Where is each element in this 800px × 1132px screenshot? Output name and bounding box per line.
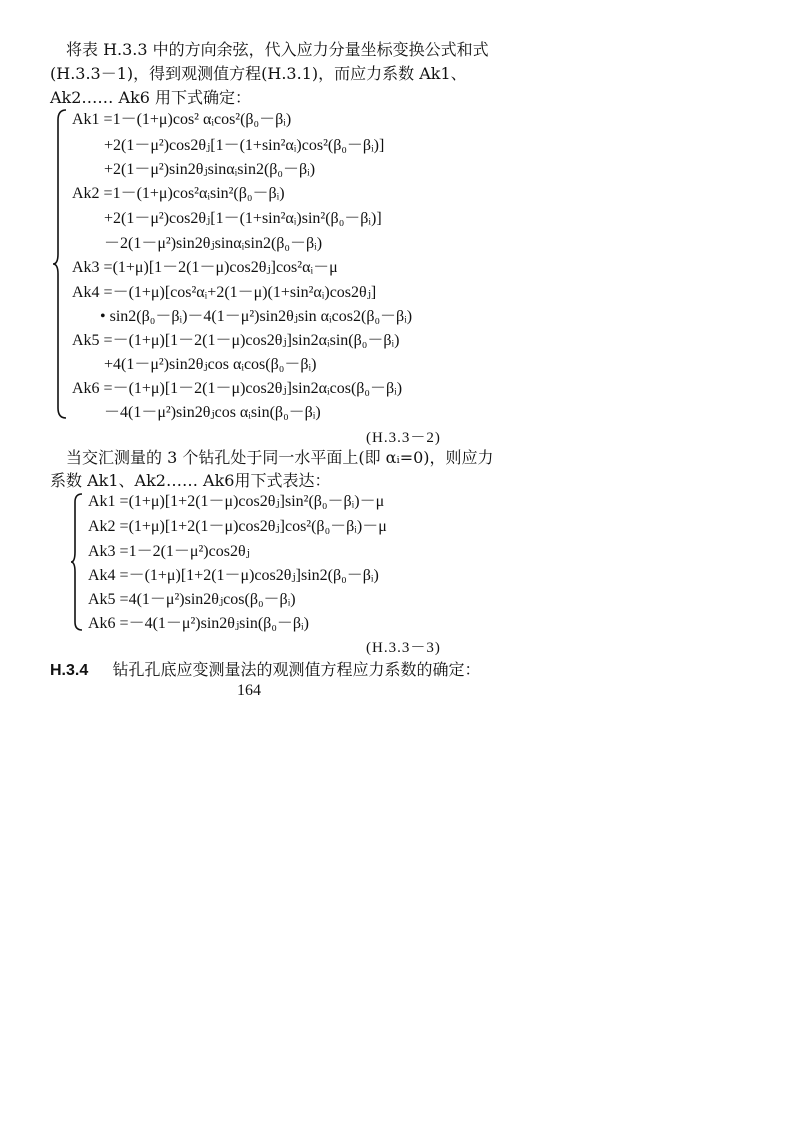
eq1-line-5: +2(1－μ²)cos2θⱼ[1－(1+sin²αᵢ)sin²(β₀－βᵢ)] xyxy=(104,210,382,227)
eq2-line-6: Ak6 =－4(1－μ²)sin2θⱼsin(β₀－βᵢ) xyxy=(88,615,309,632)
equation-label-2: (H.3.3－3) xyxy=(366,640,441,656)
eq2-line-5: Ak5 =4(1－μ²)sin2θⱼcos(β₀－βᵢ) xyxy=(88,591,296,608)
intro-line-2: (H.3.3－1)，得到观测值方程(H.3.1)，而应力系数 Ak1、 xyxy=(50,64,467,83)
mid-line-2: 系数 Ak1、Ak2…… Ak6用下式表达： xyxy=(50,471,331,490)
eq1-line-13: －4(1－μ²)sin2θⱼcos αᵢsin(β₀－βᵢ) xyxy=(104,404,321,421)
mid-line-1: 当交汇测量的 3 个钻孔处于同一水平面上(即 αᵢ=0)，则应力 xyxy=(66,448,494,467)
left-brace-1 xyxy=(52,108,68,420)
page-number: 164 xyxy=(237,682,261,699)
eq1-line-1: Ak1 =1－(1+μ)cos² αᵢcos²(β₀－βᵢ) xyxy=(72,111,292,128)
eq1-line-4: Ak2 =1－(1+μ)cos²αᵢsin²(β₀－βᵢ) xyxy=(72,185,285,202)
eq1-line-6: －2(1－μ²)sin2θⱼsinαᵢsin2(β₀－βᵢ) xyxy=(104,235,323,252)
eq1-line-9: • sin2(β₀－βᵢ)－4(1－μ²)sin2θⱼsin αᵢcos2(β₀－βᵢ) xyxy=(100,308,413,325)
eq1-line-7: Ak3 =(1+μ)[1－2(1－μ)cos2θⱼ]cos²αᵢ－μ xyxy=(72,259,338,276)
section-heading xyxy=(50,658,480,683)
intro-line-1: 将表 H.3.3 中的方向余弦，代入应力分量坐标变换公式和式 xyxy=(66,40,489,59)
eq2-line-3: Ak3 =1－2(1－μ²)cos2θⱼ xyxy=(88,543,250,560)
eq1-line-11: +4(1－μ²)sin2θⱼcos αᵢcos(β₀－βᵢ) xyxy=(104,356,317,373)
eq2-line-1: Ak1 =(1+μ)[1+2(1－μ)cos2θⱼ]sin²(β₀－βᵢ)－μ xyxy=(88,493,385,510)
eq2-line-4: Ak4 =－(1+μ)[1+2(1－μ)cos2θⱼ]sin2(β₀－βᵢ) xyxy=(88,567,379,584)
intro-line-3: Ak2…… Ak6 用下式确定： xyxy=(50,88,252,107)
eq1-line-12: Ak6 =－(1+μ)[1－2(1－μ)cos2θⱼ]sin2αᵢcos(β₀－βᵢ) xyxy=(72,380,403,397)
eq1-line-2: +2(1－μ²)cos2θⱼ[1－(1+sin²αᵢ)cos²(β₀－βᵢ)] xyxy=(104,137,385,154)
section-number: H.3.4 xyxy=(50,662,89,679)
section-text: 钻孔孔底应变测量法的观测值方程应力系数的确定： xyxy=(112,660,481,679)
eq1-line-3: +2(1－μ²)sin2θⱼsinαᵢsin2(β₀－βᵢ) xyxy=(104,161,316,178)
eq1-line-10: Ak5 =－(1+μ)[1－2(1－μ)cos2θⱼ]sin2αᵢsin(β₀－βᵢ) xyxy=(72,332,400,349)
equation-label-1: (H.3.3－2) xyxy=(366,430,441,446)
left-brace-2 xyxy=(70,492,84,632)
eq1-line-8: Ak4 =－(1+μ)[cos²αᵢ+2(1－μ)(1+sin²αᵢ)cos2θⱼ] xyxy=(72,284,377,301)
eq2-line-2: Ak2 =(1+μ)[1+2(1－μ)cos2θⱼ]cos²(β₀－βᵢ)－μ xyxy=(88,518,387,535)
